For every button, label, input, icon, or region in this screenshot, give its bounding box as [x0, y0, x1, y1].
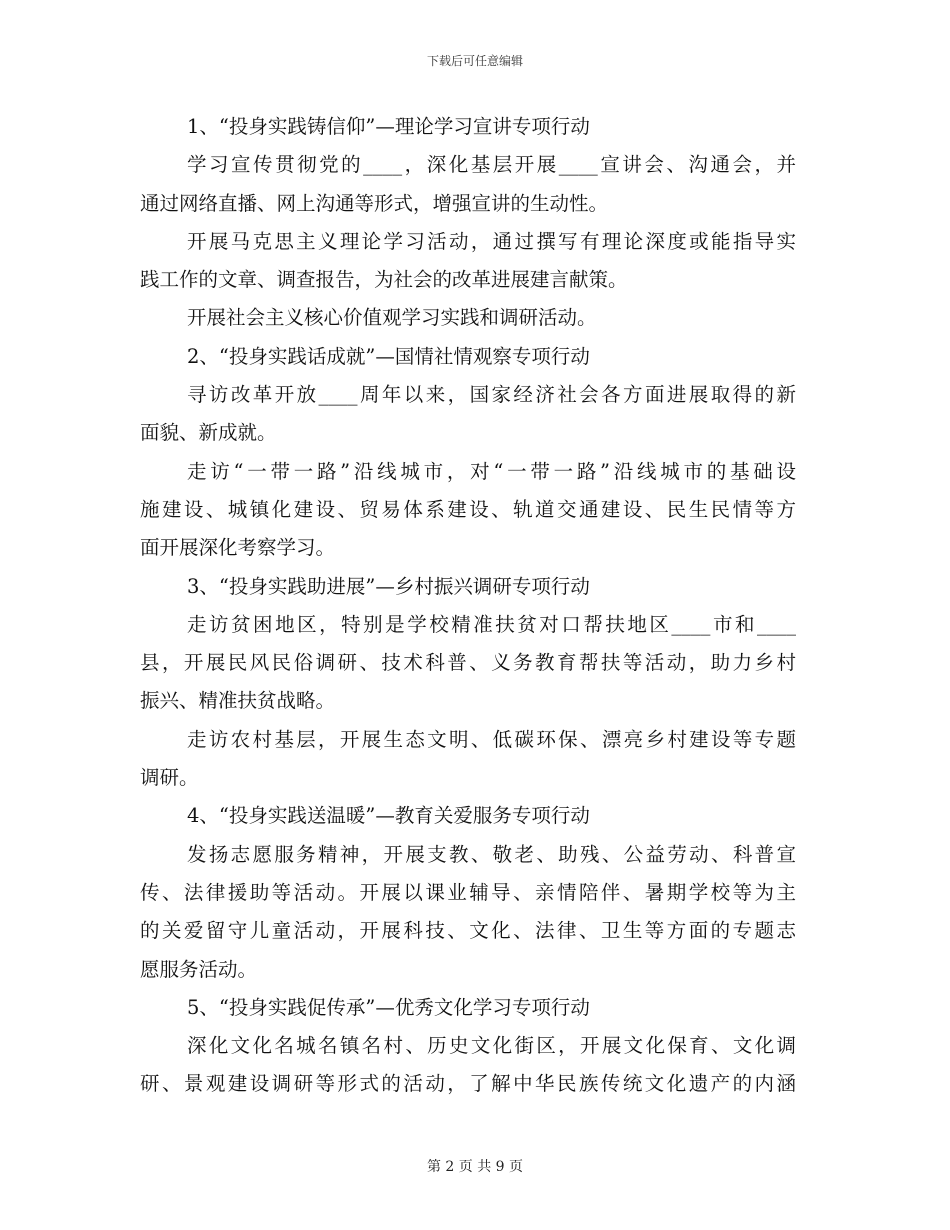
paragraph-line: 施建设、城镇化建设、贸易体系建设、轨道交通建设、民生民情等方 — [140, 497, 796, 521]
section-heading-2: 2、“投身实践话成就”—国情社情观察专项行动 — [187, 344, 590, 368]
paragraph-line: 面貌、新成就。 — [140, 421, 277, 445]
paragraph-line: 通过网络直播、网上沟通等形式，增强宣讲的生动性。 — [140, 191, 609, 215]
paragraph-line: 调研。 — [140, 766, 199, 790]
paragraph-line: 学习宣传贯彻党的____，深化基层开展____宣讲会、沟通会，并 — [187, 153, 796, 177]
section-heading-1: 1、“投身实践铸信仰”—理论学习宣讲专项行动 — [187, 115, 590, 138]
paragraph-line: 县，开展民风民俗调研、技术科普、义务教育帮扶等活动，助力乡村 — [140, 651, 796, 675]
section-heading-5: 5、“投身实践促传承”—优秀文化学习专项行动 — [187, 995, 590, 1019]
paragraph-line: 走访贫困地区，特别是学校精准扶贫对口帮扶地区____市和____ — [187, 612, 796, 636]
paragraph-line: 振兴、精准扶贫战略。 — [140, 689, 336, 713]
page-number: 第 2 页 共 9 页 — [426, 1159, 524, 1175]
paragraph-line: 走访农村基层，开展生态文明、低碳环保、漂亮乡村建设等专题 — [187, 727, 796, 751]
page-header-note: 下载后可任意编辑 — [426, 54, 523, 68]
paragraph-line: 的关爱留守儿童活动，开展科技、文化、法律、卫生等方面的专题志 — [140, 919, 796, 943]
paragraph-line: 深化文化名城名镇名村、历史文化街区，开展文化保育、文化调 — [187, 1034, 796, 1058]
document-body — [140, 108, 796, 1104]
section-heading-3: 3、“投身实践助进展”—乡村振兴调研专项行动 — [187, 574, 590, 598]
paragraph-line: 研、景观建设调研等形式的活动，了解中华民族传统文化遗产的内涵 — [140, 1072, 796, 1096]
section-heading-4: 4、“投身实践送温暖”—教育关爱服务专项行动 — [187, 804, 590, 828]
paragraph-line: 寻访改革开放____周年以来，国家经济社会各方面进展取得的新 — [187, 383, 796, 407]
paragraph-line: 开展马克思主义理论学习活动，通过撰写有理论深度或能指导实 — [187, 229, 796, 253]
paragraph-line: 走访“一带一路”沿线城市，对“一带一路”沿线城市的基础设 — [187, 459, 796, 483]
paragraph-line: 发扬志愿服务精神，开展支教、敬老、助残、公益劳动、科普宣 — [187, 842, 796, 866]
paragraph-line: 愿服务活动。 — [140, 957, 258, 981]
paragraph-line: 面开展深化考察学习。 — [140, 536, 336, 560]
paragraph-line: 践工作的文章、调查报告，为社会的改革进展建言献策。 — [140, 268, 628, 292]
paragraph-line: 传、法律援助等活动。开展以课业辅导、亲情陪伴、暑期学校等为主 — [140, 880, 796, 904]
paragraph-line: 开展社会主义核心价值观学习实践和调研活动。 — [187, 306, 597, 330]
